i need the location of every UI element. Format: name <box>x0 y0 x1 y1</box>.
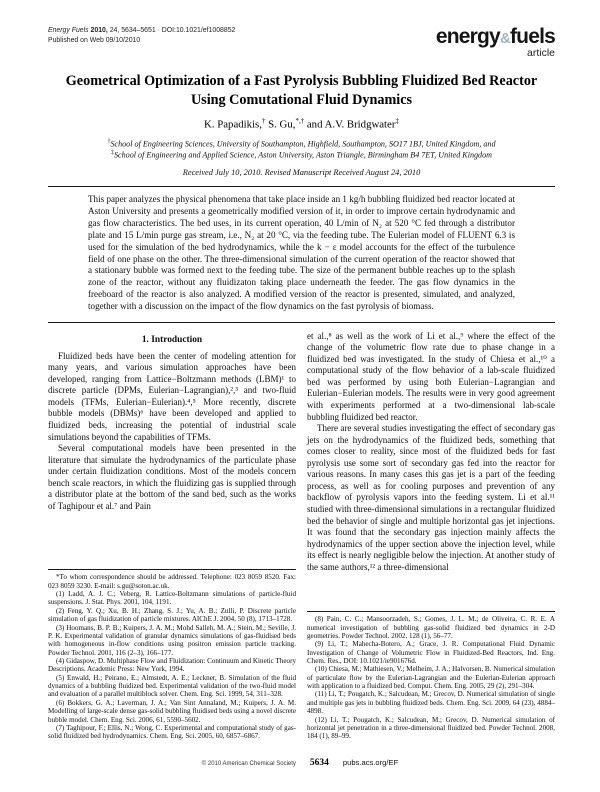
abstract-top-rule <box>48 186 555 187</box>
section-heading-introduction: 1. Introduction <box>141 334 203 345</box>
affiliation-1-text: School of Engineering Sciences, University of Southampton, Highfield, Southampton, SO17 1BJ, United Kingdom, and <box>110 139 496 149</box>
article-body <box>48 331 555 741</box>
reference-8: (8) Pain, C. C.; Mansoorzadeh, S.; Gomes, J. L. M.; de Oliveira, C. R. E. A numerical investigation of bubbling gas-solid fluidized bed dynamics in 2-D geometries. Powder Technol. 2002, 128 (1), 56–77. <box>307 615 555 640</box>
article-type-label: article <box>526 47 555 59</box>
publisher-url: pubs.acs.org/EF <box>342 758 399 767</box>
affiliation-2-mark: ‡ <box>111 150 114 157</box>
intro-paragraph-1: Fluidized beds have been the center of modeling attention for many years, and various simulation approaches have been developed, ranging from Lattice−Boltzmann methods (LBM)¹ to discrete particle (DPMs, Eulerian−Lagrangian),²,³ and two-fluid models (TFMs, Eulerian−Eulerian).⁴,⁵ More recently, discrete bubble models (DBMs)⁶ have been developed and applied to fluidized beds, increasing the potential of industrial scale simulations beyond the capabilities of TFMs. <box>48 350 296 442</box>
author-3-affiliation-mark: ‡ <box>395 117 399 126</box>
abstract-text: This paper analyzes the physical phenomena that take place inside an 1 kg/h bubbling fluidized bed reactor located at Aston University and presents a geometrically modified version of it, in order to improve certain hydrodynamic and gas flow characteristics. The bed uses, in its current operation, 40 L/min of N₂ at 520 °C fed through a distributor plate and 15 L/min purge gas stream, i.e., N₂ at 20 °C, via the feeding tube. The Eulerian model of FLUENT 6.3 is used for the simulation of the bed hydrodynamics, while the k − ε model accounts for the effect of the turbulence field of one phase on the other. The three-dimensional simulation of the current operation of the reactor showed that a stationary bubble was formed next to the feeding tube. The size of the permanent bubble reaches up to the splash zone of the reactor, without any fluidizaton taking place underneath the feeder. The gas flow dynamics in the freeboard of the reactor is also analyzed. A modified version of the reactor is presented, simulated, and analyzed, together with a discussion on the impact of the flow dynamics on the fast pyrolysis of biomass. <box>88 194 515 311</box>
article-title <box>48 72 555 109</box>
logo-fuels: fuels <box>509 25 555 48</box>
reference-2: (2) Feng, Y. Q.; Xu, B. H.; Zhang, S. J.; Yu, A. B.; Zulli, P. Discrete particle simulation of gas fluidization of particle mixtures. AIChE J. 2004, 50 (8), 1713–1728. <box>48 606 296 624</box>
logo-energy: energy <box>435 25 500 48</box>
affiliation-1-mark: † <box>107 139 111 146</box>
footnotes-left <box>48 569 296 740</box>
journal-name: Energy Fuels <box>48 27 89 34</box>
citation-pages-doi: 24, 5634–5651 · DOI:10.1021/ef1008852 <box>107 27 236 34</box>
affiliations <box>48 139 555 161</box>
intro-paragraph-4: There are several studies investigating the effect of secondary gas jets on the hydrodynamics of the fluidized beds, something that comes closer to reality, since most of the fluidized beds for fast pyrolysis use some sort of secondary gas fed into the reactor for various reasons. In many cases this gas jet is a part of the feeding process, as well as for cooling purposes and prevention of any backflow of pyrolysis vapors into the feeding system. Li et al.¹¹ studied with three-dimensional simulations in a rectangular fluidized bed the behavior of single and multiple horizontal gas jet injections. It was found that the secondary gas injection mainly affects the hydrodynamics of the upper section above the injection level, while its effect is nearly negligible below the injection. At another study of the same authors,¹² a three-dimensional <box>307 423 555 572</box>
affiliation-2 <box>48 150 555 161</box>
reference-12: (12) Li, T.; Pougatch, K.; Salcudean, M.; Grecov, D. Numerical simulation of horizontal jet penetration in a three-dimensional fluidized bed. Powder Technol. 2008, 184 (1), 89–99. <box>307 715 555 741</box>
citation-year: 2010, <box>88 27 108 34</box>
reference-3: (3) Hoomans, B. P. B.; Kuipers, J. A. M.; Mohd Salleh, M. A.; Stein, M.; Seville, J. P. K. Experimental validation of granular dynamics simulations of gas-fluidised beds with homogeneous in-flow conditions using positron emission particle tracking. Powder Technol. 2001, 116 (2–3), 166–177. <box>48 623 296 657</box>
abstract-bottom-rule <box>48 322 555 323</box>
published-line: Published on Web 09/10/2010 <box>48 37 141 44</box>
intro-paragraph-3: et al.,⁸ as well as the work of Li et al.,⁹ where the effect of the change of the volumetric flow rate due to phase change in a fluidized bed was investigated. In the study of Chiesa et al.,¹⁰ a computational study of the flow behavior of a lab-scale fluidized bed was performed by using both Eulerian−Lagrangian and Eulerian−Eulerian models. The results were in very good agreement with experiments performed at a two-dimensional lab-scale bubbling fluidized bed reactor. <box>307 330 555 422</box>
journal-citation <box>48 26 235 46</box>
intro-paragraph-2: Several computational models have been presented in the literature that simulate the hydrodynamics of the particulate phase under certain fluidization conditions. Most of the models concern bench scale reactors, in which the fluidizing gas is supplied through a distributor plate at the bottom of the sand bed, such as the works of Taghipour et al.⁷ and Pain <box>48 443 296 511</box>
affiliation-2-text: School of Engineering and Applied Science, Aston University, Aston Triangle, Birmingham B4 7ET, United Kingdom <box>114 150 492 160</box>
affiliation-1 <box>48 139 555 150</box>
page-footer <box>0 758 600 768</box>
reference-4: (4) Gidaspow, D. Multiphase Flow and Fluidization: Continuum and Kinetic Theory Descriptions. Academic Press: New York, 1994. <box>48 657 296 674</box>
reference-11: (11) Li, T.; Pougatch, K.; Salcudean, M.; Grecov, D. Numerical simulation of single and multiple gas jets in bubbling fluidized beds. Chem. Eng. Sci. 2009, 64 (23), 4884–4898. <box>307 690 555 716</box>
reference-10: (10) Chiesa, M.; Mathiesen, V.; Melheim, J. A.; Halvorsen, B. Numerical simulation of particulate flow by the Eulerian-Lagrangian and the Eulerian-Eulerian approach with application to a fluidized bed. Comput. Chem. Eng. 2005, 29 (2), 291–304. <box>307 665 555 691</box>
energy-fuels-logo <box>436 26 555 47</box>
author-2-affiliation-mark: *,† <box>295 117 305 126</box>
author-1: K. Papadikis, <box>204 119 262 132</box>
article-title-line1: Geometrical Optimization of a Fast Pyrolysis Bubbling Fluidized Bed Reactor <box>65 73 538 89</box>
page-number: 5634 <box>309 758 329 768</box>
page-header <box>48 26 555 60</box>
journal-logo <box>436 26 555 59</box>
reference-5: (5) Enwald, H.; Peirano, E.; Almstedt, A. E.; Leckner, B. Simulation of the fluid dynamics of a bubbling fluidized bed. Experimental validation of the two-fluid model and evaluation of a parallel multiblock solver. Chem. Eng. Sci. 1999, 54, 311–328. <box>48 673 296 699</box>
author-3: and A.V. Bridgwater <box>304 119 396 132</box>
received-dates: Received July 10, 2010. Revised Manuscript Received August 24, 2010 <box>182 168 421 178</box>
reference-6: (6) Bokkers, G. A.; Laverman, J. A.; Van Sint Annaland, M.; Kuipers, J. A. M. Modelling of large-scale dense gas-solid bubbling fluidised beds using a novel discrete bubble model. Chem. Eng. Sci. 2006, 61, 5590–5602. <box>48 698 296 724</box>
right-column <box>307 331 555 741</box>
author-1-affiliation-mark: † <box>261 117 266 126</box>
reference-9: (9) Li, T.; Mahecha-Botero, A.; Grace, J. R. Computational Fluid Dynamic Investigation of Change of Volumetric Flow in Fluidized-Bed Reactors, Ind. Eng. Chem. Res., DOI: 10.1021/ie901676d. <box>307 640 555 665</box>
copyright-notice: © 2010 American Chemical Society <box>201 761 296 767</box>
left-column <box>48 331 296 741</box>
reference-1: (1) Ladd, A. J. C.; Veberg, R. Lattice-Boltzmann simulations of particle-fluid suspensions. J. Stat. Phys. 2001, 104, 1191. <box>48 590 296 607</box>
reference-7: (7) Taghipour, F.; Ellis, N.; Wong, C. Experimental and computational study of gas-solid fluidized bed hydrodynamics. Chem. Eng. Sci. 2005, 60, 6857–6867. <box>48 723 296 741</box>
article-title-line2: Using Comutational Fluid Dynamics <box>190 91 413 108</box>
correspondence-note: *To whom correspondence should be addressed. Telephone: 023 8059 8520. Fax: 023 8059 3230. E-mail: s.gu@soton.ac.uk. <box>48 573 296 590</box>
author-list <box>48 117 555 131</box>
logo-ampersand: & <box>499 30 510 47</box>
author-2: S. Gu, <box>265 119 296 132</box>
citation-line <box>48 26 235 36</box>
footnotes-right <box>307 611 555 740</box>
